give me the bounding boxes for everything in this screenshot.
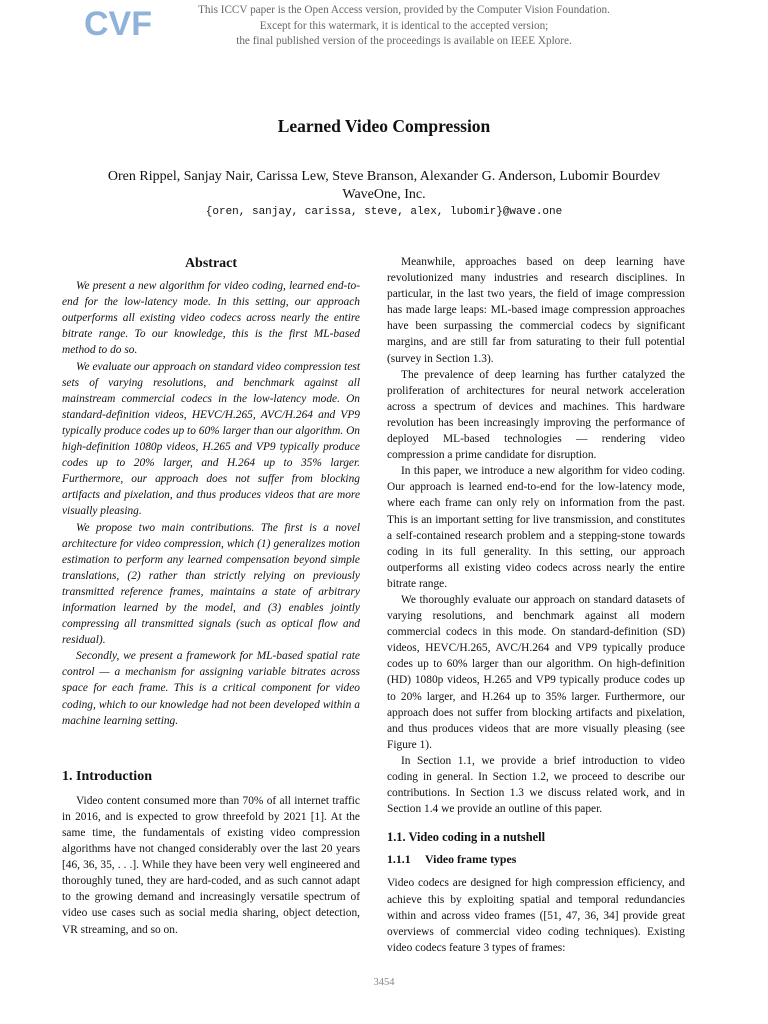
watermark-line: the final published version of the proceedings is available on IEEE Xplore. <box>236 35 572 48</box>
subsubsection-number: 1.1.1 <box>387 852 411 867</box>
right-column <box>387 254 685 956</box>
watermark-notice <box>160 3 648 50</box>
body-paragraph: We thoroughly evaluate our approach on standard datasets of varying resolutions, and benchmark against all modern commercial codecs in this mode. On standard-definition (SD) videos, HEVC/H.265, AVC/H.264 and VP9 typically produce codes up to 60% larger than our algorithm. On high-definition (HD) 1080p videos, H.265 and VP9 typically produce codes up to 20% larger, and H.264 up to 35% larger. Furthermore, our approach does not suffer from blocking artifacts and pixelation, and thus produces videos that are more visually pleasing (see Figure 1). <box>387 593 685 751</box>
abstract-heading: Abstract <box>184 256 238 271</box>
abstract-paragraph: We propose two main contributions. The first is a novel architecture for video compression, which (1) generalizes motion estimation to perform any learned compensation beyond simple translations, (2) rather than strictly relying on previously transmitted reference frames, maintains a state of arbitrary information learned by the model, and (3) enables jointly compressing all transmitted signals (such as optical flow and residual). <box>62 521 360 647</box>
intro-paragraph: Video content consumed more than 70% of all internet traffic in 2016, and is expected to grow threefold by 2021 [1]. At the same time, the fundamentals of existing video compression algorithms have not changed considerably over the last 20 years [46, 36, 35, . . .]. While they have been very well engineered and thoroughly tuned, they are hard-coded, and as such cannot adapt to the growing demand and increasingly versatile spectrum of video use cases such as social media sharing, object detection, VR streaming, and so on. <box>62 794 360 936</box>
author-block <box>0 168 768 204</box>
body-paragraph: Video codecs are designed for high compression efficiency, and achieve this by exploiting spatial and temporal redundancies within and across video frames ([51, 47, 36, 34] provide great overviews of commercial video coding techniques). Existing video codecs feature 3 types of frames: <box>387 877 685 954</box>
abstract-paragraph: Secondly, we present a framework for ML-based spatial rate control — a mechanism for assigning variable bitrates across space for each frame. This is a critical component for video coding, which to our knowledge had not been developed within a machine learning setting. <box>62 650 360 727</box>
author-list: Oren Rippel, Sanjay Nair, Carissa Lew, Steve Branson, Alexander G. Anderson, Lubomir Bourdev <box>107 169 661 184</box>
body-paragraph: In this paper, we introduce a new algorithm for video coding. Our approach is learned end-to-end for the low-latency mode, where each frame can only rely on information from the past. This is an important setting for live transmission, and constitutes a self-contained research problem and a stepping-stone towards coding in its full generality. In this setting, our approach outperforms all existing video codecs across nearly the entire bitrate range. <box>387 465 685 590</box>
section-heading-introduction: 1. Introduction <box>62 768 152 784</box>
cvf-logo-text: CVF <box>84 5 152 43</box>
body-paragraph: The prevalence of deep learning has further catalyzed the proliferation of architectures for neural network acceleration across a spectrum of devices and machines. This hardware revolution has been increasingly improving the performance of deployed ML-based technologies — rendering video compression a prime candidate for disruption. <box>387 368 685 462</box>
watermark-line: This ICCV paper is the Open Access version, provided by the Computer Vision Foundation. <box>198 4 610 16</box>
subsubsection-title: Video frame types <box>425 852 517 867</box>
subsection-heading: 1.1. Video coding in a nutshell <box>387 830 546 845</box>
abstract-paragraph: We evaluate our approach on standard video compression test sets of varying resolutions, and benchmark against all mainstream commercial codecs in the low-latency mode. On standard-definition videos, HEVC/H.265, AVC/H.264 and VP9 typically produce codes up to 60% larger than our algorithm. On high-definition 1080p videos, H.265 and VP9 typically produce codes up to 20% larger, and H.264 up to 35% larger. Furthermore, our approach does not suffer from blocking artifacts and pixelation, and thus produces videos that are more visually pleasing. <box>62 360 360 518</box>
abstract-body <box>62 278 360 729</box>
body-paragraph: Meanwhile, approaches based on deep learning have revolutionized many industries and research disciplines. In particular, in the last two years, the field of image compression has made large leaps: ML-based image compression approaches have been surpassing the commercial codecs by significant margins, and are still far from saturating to their full potential (survey in Section 1.3). <box>387 256 685 365</box>
subsubsection-heading <box>387 851 685 867</box>
page-number: 3454 <box>373 977 395 988</box>
body-paragraph: In Section 1.1, we provide a brief introduction to video coding in general. In Section 1.2, we proceed to describe our contributions. In Section 1.3 we discuss related work, and in Section 1.4 we provide an outline of this paper. <box>387 754 685 816</box>
author-emails: {oren, sanjay, carissa, steve, alex, lubomir}@wave.one <box>205 206 563 218</box>
cvf-logo <box>84 5 152 43</box>
affiliation: WaveOne, Inc. <box>342 187 426 202</box>
left-column <box>62 254 360 938</box>
paper-title: Learned Video Compression <box>277 116 491 136</box>
watermark-line: Except for this watermark, it is identical to the accepted version; <box>259 19 549 32</box>
abstract-paragraph: We present a new algorithm for video coding, learned end-to-end for the low-latency mode. In this setting, our approach outperforms all existing video codecs across nearly the entire bitrate range. To our knowledge, this is the first ML-based method to do so. <box>62 280 360 357</box>
